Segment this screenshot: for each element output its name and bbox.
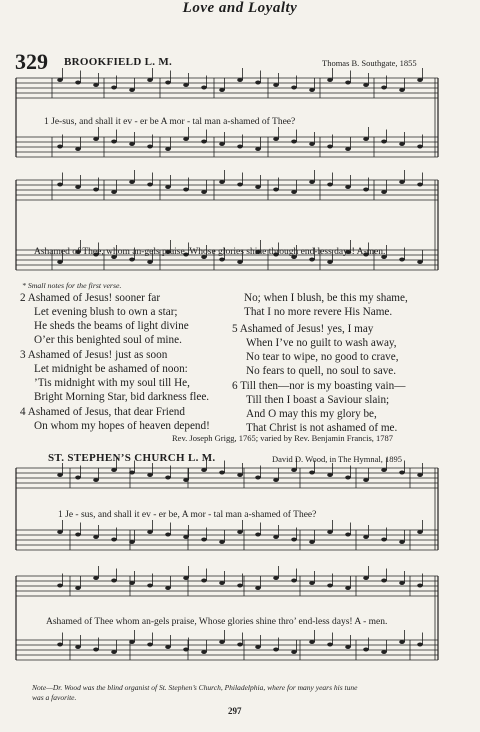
small-notes-footnote: * Small notes for the first verse. xyxy=(22,281,122,290)
composer-credit: Thomas B. Southgate, 1855 xyxy=(322,58,417,68)
page-title: Love and Loyalty xyxy=(182,0,298,16)
verse-6: 6 Till then—nor is my boasting vain— Till then I boast a Saviour slain; And O may this my glory be, That Christ is not ashamed of me. xyxy=(232,380,406,434)
tune2-composer: David D. Wood, in The Hymnal, 1895 xyxy=(272,454,403,464)
verse-4: 4 Ashamed of Jesus, that dear Friend On whom my hopes of heaven depend! xyxy=(20,406,210,432)
hymn-lyric-line-1: 1 Je-sus, and shall it ev - er be A mor - tal man a-shamed of Thee? xyxy=(44,117,296,127)
page-number: 297 xyxy=(228,706,242,716)
verse-attribution: Rev. Joseph Grigg, 1765; varied by Rev. Benjamin Francis, 1787 xyxy=(172,433,394,443)
footer-note-cont: was a favorite. xyxy=(32,693,77,702)
verse-5: 5 Ashamed of Jesus! yes, I may When I’ve no guilt to wash away, No tear to wipe, no good to crave, No fears to quell, no soul to save. xyxy=(232,323,399,377)
verse-3: 3 Ashamed of Jesus! just as soon Let midnight be ashamed of noon: ’Tis midnight with my soul till He, Bright Morning Star, bid darkness flee. xyxy=(20,349,210,403)
tune2-lyric-line-2: Ashamed of Thee whom an-gels praise, Whose glories shine thro’ end-less days! A - men. xyxy=(46,617,388,627)
hymn-lyric-line-2: Ashamed of Thee, whom an-gels praise, Whose glories shine through end-less days! A-men. xyxy=(34,247,386,257)
tune-name: BROOKFIELD L. M. xyxy=(64,56,173,68)
footer-note: Note—Dr. Wood was the blind organist of St. Stephen’s Church, Philadelphia, where for many years his tune xyxy=(32,683,358,692)
tune2-lyric-line-1: 1 Je - sus, and shall it ev - er be, A mor - tal man a-shamed of Thee? xyxy=(58,510,317,520)
hymn-number: 329 xyxy=(15,49,48,74)
verse-2: 2 Ashamed of Jesus! sooner far Let evening blush to own a star; He sheds the beams of light divine O’er this benighted soul of mine. xyxy=(20,292,189,346)
verse-4-continued: No; when I blush, be this my shame, That I no more revere His Name. xyxy=(244,292,408,318)
tune2-title: ST. STEPHEN’S CHURCH L. M. xyxy=(48,452,216,464)
